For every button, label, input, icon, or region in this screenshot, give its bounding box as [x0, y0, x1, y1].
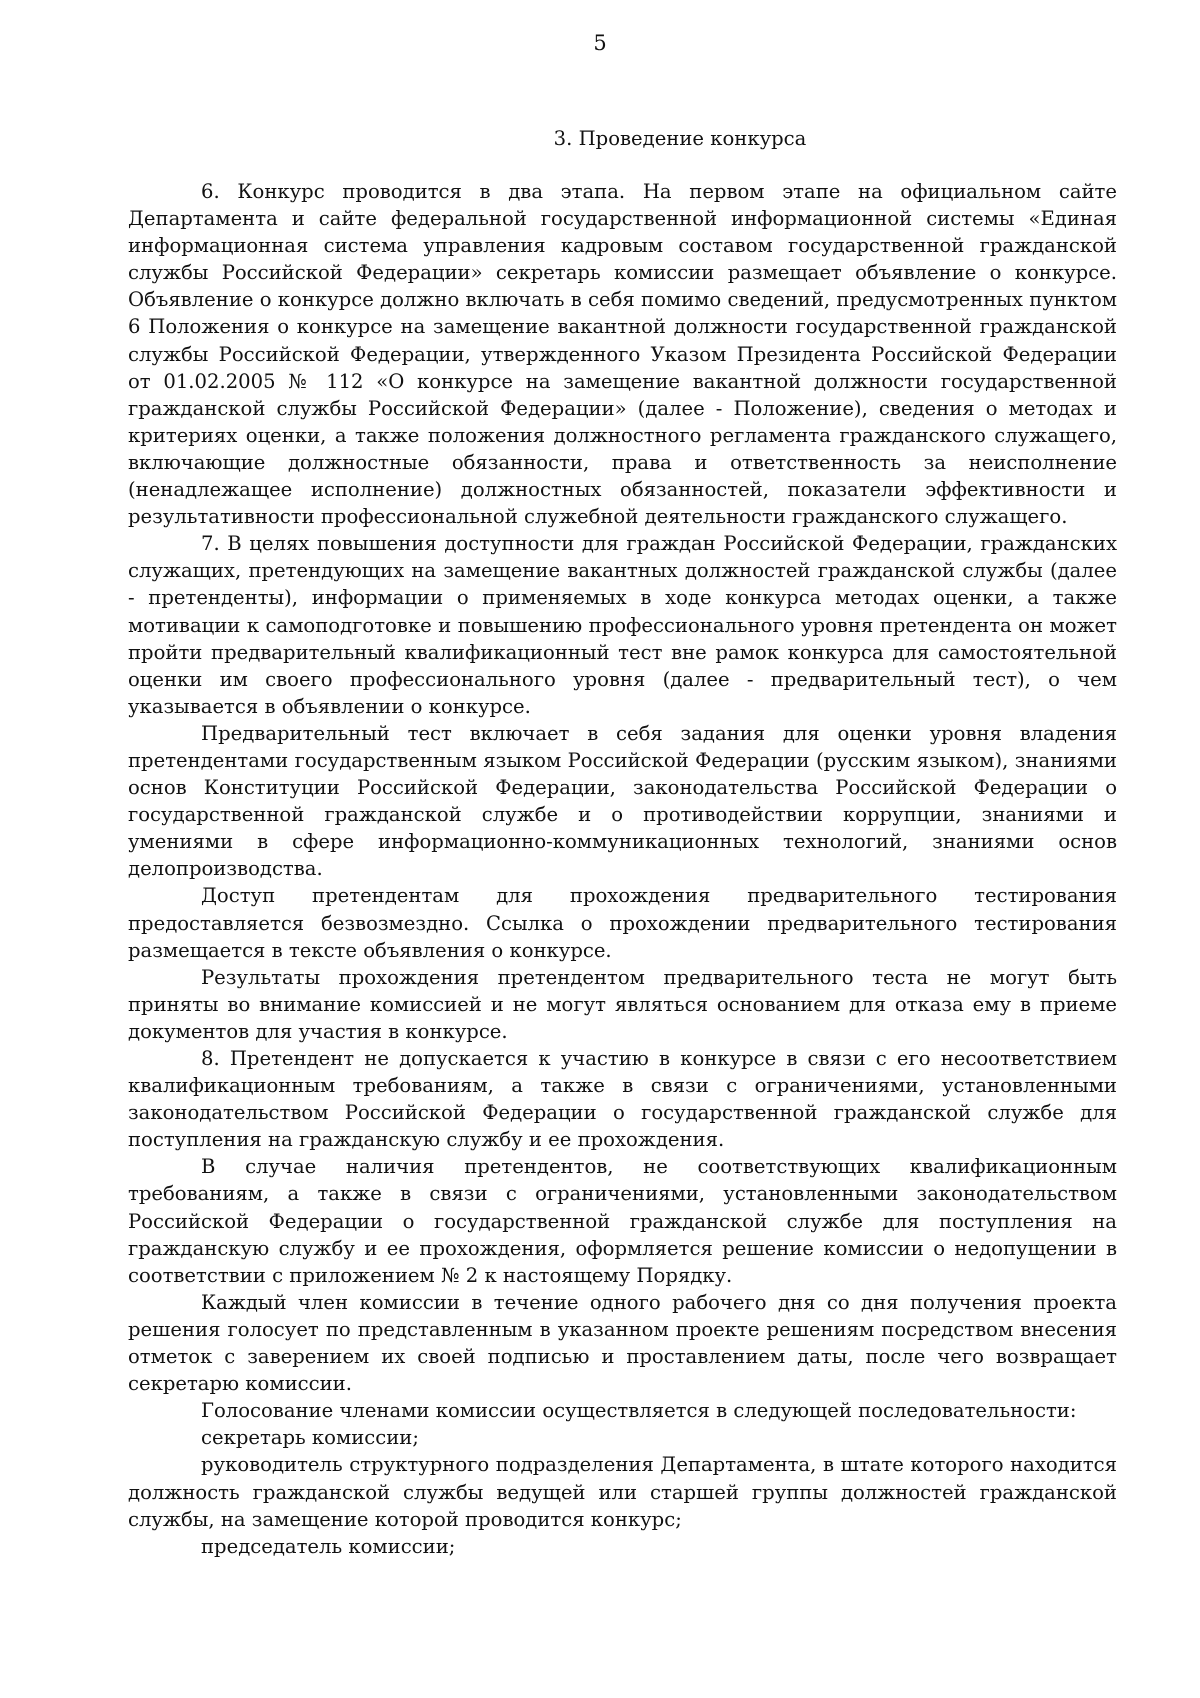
list-item-department-head: руководитель структурного подразделения Департамента, в штате которого находится должность гражданской службы ведущей или старшей группы должностей гражданской службы, на замещение которой проводится конкурс;	[128, 1453, 1117, 1531]
paragraph-6: 6. Конкурс проводится в два этапа. На первом этапе на официальном сайте Департамента и сайте федеральной государственной информационной системы «Единая информационная система управления кадровым составом государственной гражданской службы Российской Федерации» секретарь комиссии размещает объявление о конкурсе. Объявление о конкурсе должно включать в себя помимо сведений, предусмотренных пунктом 6 Положения о конкурсе на замещение вакантной должности государственной гражданской службы Российской Федерации, утвержденного Указом Президента Российской Федерации от 01.02.2005 № 112 «О конкурсе на замещение вакантной должности государственной гражданской службы Российской Федерации» (далее - Положение), сведения о методах и критериях оценки, а также положения должностного регламента гражданского служащего, включающие должностные обязанности, права и ответственность за неисполнение (ненадлежащее исполнение) должностных обязанностей, показатели эффективности и результативности профессиональной служебной деятельности гражданского служащего.	[128, 180, 1117, 529]
paragraph-preliminary-test: Предварительный тест включает в себя задания для оценки уровня владения претендентами государственным языком Российской Федерации (русским языком), знаниями основ Конституции Российской Федерации, законодательства Российской Федерации о государственной гражданской службе и о противодействии коррупции, знаниями и умениями в сфере информационно-коммуникационных технологий, знаниями основ делопроизводства.	[128, 721, 1117, 881]
paragraph-test-results: Результаты прохождения претендентом предварительного теста не могут быть приняты во внимание комиссией и не могут являться основанием для отказа ему в приеме документов для участия в конкурсе.	[128, 965, 1117, 1043]
list-item-chairman: председатель комиссии;	[201, 1534, 456, 1558]
document-body	[128, 125, 1117, 1560]
paragraph-voting-procedure: Каждый член комиссии в течение одного рабочего дня со дня получения проекта решения голосует по представленным в указанном проекте решениям посредством внесения отметок с заверением их своей подписью и проставлением даты, после чего возвращает секретарю комиссии.	[128, 1290, 1117, 1396]
page-number: 5	[593, 31, 607, 55]
paragraph-voting-order: Голосование членами комиссии осуществляется в следующей последовательности:	[201, 1399, 1077, 1423]
paragraph-8: 8. Претендент не допускается к участию в конкурсе в связи с его несоответствием квалификационным требованиям, а также в связи с ограничениями, установленными законодательством Российской Федерации о государственной гражданской службе для поступления на гражданскую службу и ее прохождения.	[128, 1047, 1117, 1152]
paragraph-7: 7. В целях повышения доступности для граждан Российской Федерации, гражданских служащих, претендующих на замещение вакантных должностей гражданской службы (далее - претенденты), информации о применяемых в ходе конкурса методах оценки, а также мотивации к самоподготовке и повышению профессионального уровня претендента он может пройти предварительный квалификационный тест вне рамок конкурса для самостоятельной оценки им своего профессионального уровня (далее - предварительный тест), о чем указывается в объявлении о конкурсе.	[128, 532, 1117, 718]
paragraph-nonadmission: В случае наличия претендентов, не соответствующих квалификационным требованиям, а также в связи с ограничениями, установленными законодательством Российской Федерации о государственной гражданской службе для поступления на гражданскую службу и ее прохождения, оформляется решение комиссии о недопущении в соответствии с приложением № 2 к настоящему Порядку.	[128, 1155, 1117, 1287]
paragraph-test-access: Доступ претендентам для прохождения предварительного тестирования предоставляется безвозмездно. Ссылка о прохождении предварительного тестирования размещается в тексте объявления о конкурсе.	[128, 884, 1117, 962]
section-title: 3. Проведение конкурса	[553, 127, 807, 150]
list-item-secretary: секретарь комиссии;	[201, 1426, 419, 1450]
